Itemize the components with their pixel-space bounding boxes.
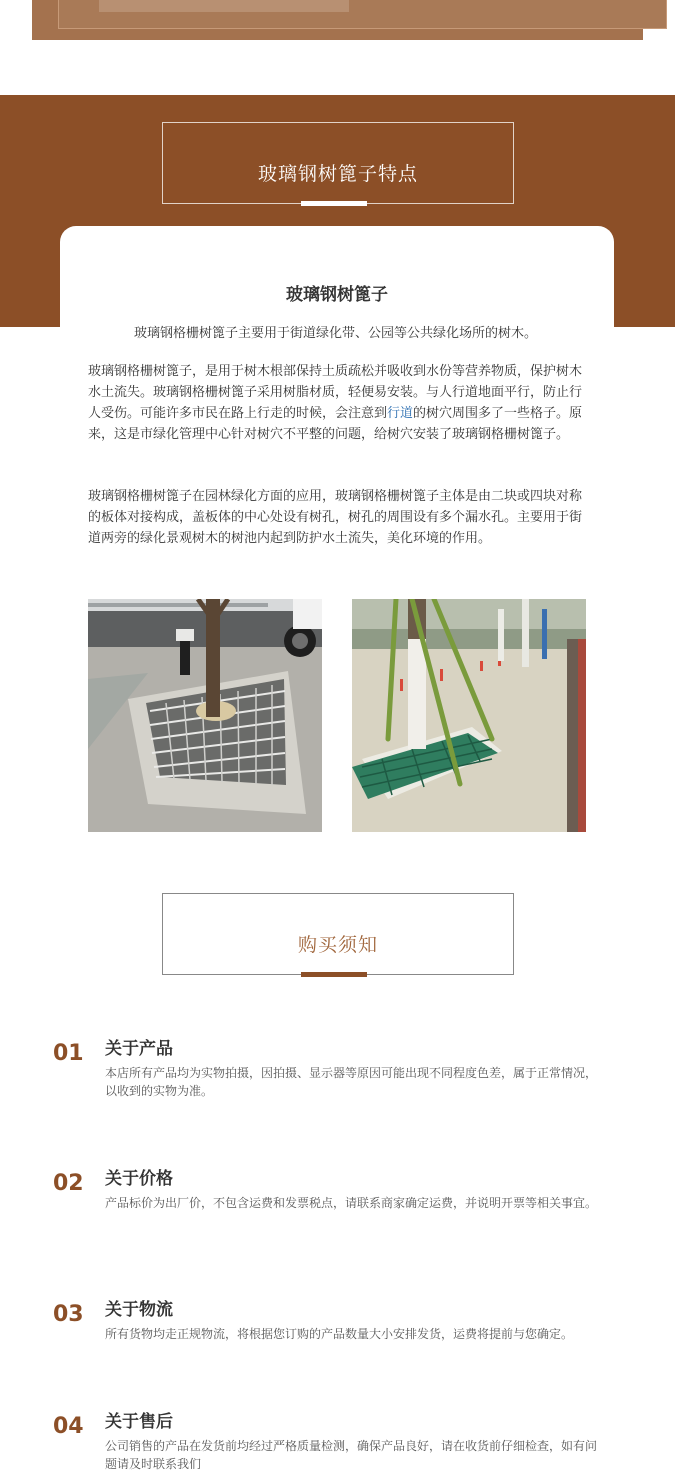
paragraph-text: 的树穴周围多了一些格子。原来，这是市绿化管理中心针对树穴不平整的问题，给树穴安装了玻璃钢格栅树篦子。 xyxy=(88,406,583,442)
note-title: 关于产品 xyxy=(105,1039,173,1059)
note-title: 关于物流 xyxy=(105,1300,173,1320)
paragraph-text: 玻璃钢格栅树篦子，是用于树木根部保持土质疏松并吸收到水份等营养物质，保护树木水土流失。玻璃钢格栅树篦子采用树脂材质，轻便易安装。与人行道地面平行，防止行人受伤。可能许多市民在路上行走的时候，会注意到 xyxy=(88,364,583,421)
description-paragraph-1 xyxy=(88,361,588,445)
product-photo-green-grating xyxy=(352,599,586,832)
note-number: 01 xyxy=(53,1041,84,1066)
photo-grey-grating-image xyxy=(88,599,322,832)
features-section-title: 玻璃钢树篦子特点 xyxy=(257,163,418,185)
top-banner-frame xyxy=(58,0,667,29)
features-card xyxy=(60,226,614,866)
note-text: 公司销售的产品在发货前均经过严格质量检测，确保产品良好，请在收货前仔细检查，如有问题请及时联系我们 xyxy=(105,1439,598,1471)
photo-green-grating-image xyxy=(352,599,586,832)
title-underline xyxy=(301,972,367,977)
top-banner xyxy=(32,0,643,40)
description-paragraph-2: 玻璃钢格栅树篦子在园林绿化方面的应用，玻璃钢格栅树篦子主体是由二块或四块对称的板体对接构成，盖板体的中心处设有树孔，树孔的周围设有多个漏水孔。主要用于街道两旁的绿化景观树木的树池内起到防护水土流失，美化环境的作用。 xyxy=(88,489,583,546)
notes-section-header xyxy=(162,893,514,975)
sidewalk-link[interactable]: 行道 xyxy=(387,406,414,421)
title-underline xyxy=(301,201,367,206)
note-title: 关于价格 xyxy=(105,1169,173,1189)
note-text: 产品标价为出厂价，不包含运费和发票税点，请联系商家确定运费，并说明开票等相关事宜。 xyxy=(105,1196,598,1210)
note-number: 04 xyxy=(53,1414,84,1439)
card-title: 玻璃钢树篦子 xyxy=(286,285,388,305)
lead-paragraph: 玻璃钢格栅树篦子主要用于街道绿化带、公园等公共绿化场所的树木。 xyxy=(134,326,538,341)
features-section-header xyxy=(162,122,514,204)
note-text: 所有货物均走正规物流，将根据您订购的产品数量大小安排发货，运费将提前与您确定。 xyxy=(105,1327,574,1341)
note-number: 02 xyxy=(53,1171,84,1196)
top-banner-image xyxy=(99,0,349,12)
note-text: 本店所有产品均为实物拍摄，因拍摄、显示器等原因可能出现不同程度色差，属于正常情况，以收到的实物为准。 xyxy=(105,1066,598,1098)
note-number: 03 xyxy=(53,1302,84,1327)
notes-section-title: 购买须知 xyxy=(297,934,378,956)
note-title: 关于售后 xyxy=(105,1412,173,1432)
product-photo-grey-grating xyxy=(88,599,322,832)
